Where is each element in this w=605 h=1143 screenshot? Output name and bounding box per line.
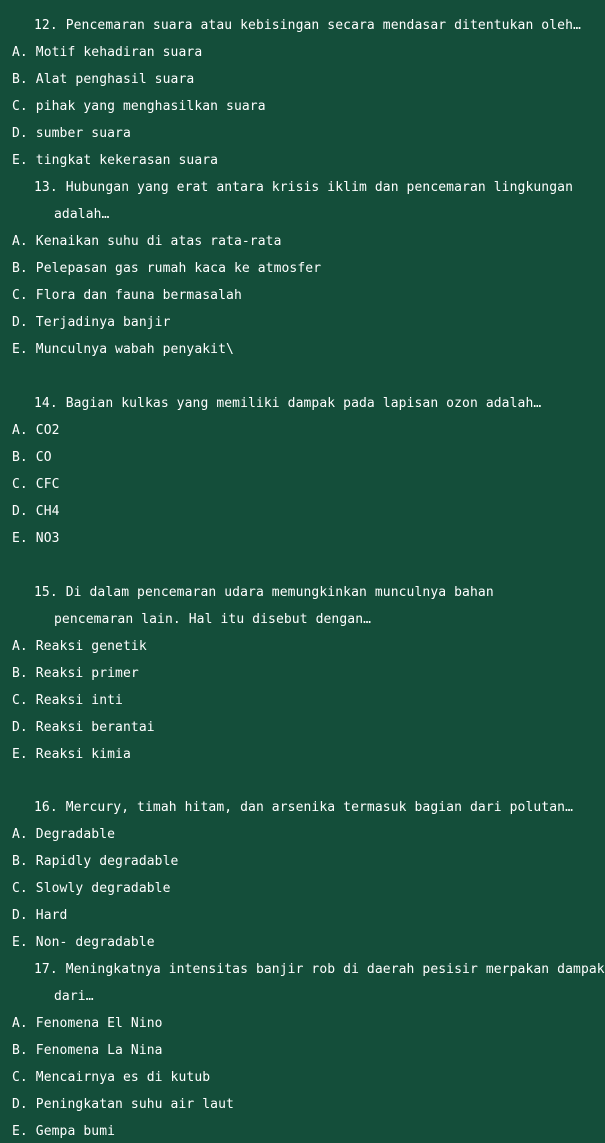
question-13-line-2: adalah… [54, 207, 110, 222]
question-15-line-1: 15. Di dalam pencemaran udara memungkinkan munculnya bahan [34, 585, 494, 600]
question-15-option-c: C. Reaksi inti [12, 693, 123, 708]
question-16-option-a: A. Degradable [12, 827, 116, 842]
question-17-option-b: B. Fenomena La Nina [12, 1043, 163, 1058]
question-16-option-b: B. Rapidly degradable [12, 854, 179, 869]
question-15-line-2: pencemaran lain. Hal itu disebut dengan… [54, 612, 372, 627]
question-17-option-c: C. Mencairnya es di kutub [12, 1070, 211, 1085]
question-17-line-1: 17. Meningkatnya intensitas banjir rob di daerah pesisir merpakan dampak [34, 962, 605, 977]
question-15-option-b: B. Reaksi primer [12, 666, 139, 681]
question-14-option-d: D. CH4 [12, 504, 60, 519]
question-13-option-c: C. Flora dan fauna bermasalah [12, 288, 242, 303]
question-14-option-e: E. NO3 [12, 531, 60, 546]
question-12-line-1: 12. Pencemaran suara atau kebisingan secara mendasar ditentukan oleh… [34, 18, 581, 33]
question-12-option-b: B. Alat penghasil suara [12, 72, 195, 87]
question-14-option-a: A. CO2 [12, 423, 60, 438]
question-12-option-e: E. tingkat kekerasan suara [12, 153, 219, 168]
question-16-line-1: 16. Mercury, timah hitam, dan arsenika termasuk bagian dari polutan… [34, 800, 574, 815]
question-17-line-2: dari… [54, 989, 94, 1004]
question-14-option-c: C. CFC [12, 477, 60, 492]
question-17-option-d: D. Peningkatan suhu air laut [12, 1097, 234, 1112]
question-13-option-a: A. Kenaikan suhu di atas rata-rata [12, 234, 282, 249]
question-16-option-d: D. Hard [12, 908, 68, 923]
question-17-option-e: E. Gempa bumi [12, 1124, 116, 1139]
question-13-option-b: B. Pelepasan gas rumah kaca ke atmosfer [12, 261, 322, 276]
question-13-option-d: D. Terjadinya banjir [12, 315, 171, 330]
question-13-option-e: E. Munculnya wabah penyakit\ [12, 342, 234, 357]
question-12-option-c: C. pihak yang menghasilkan suara [12, 99, 266, 114]
question-12-option-a: A. Motif kehadiran suara [12, 45, 203, 60]
question-16-option-e: E. Non- degradable [12, 935, 155, 950]
question-14-option-b: B. CO [12, 450, 52, 465]
question-15-option-a: A. Reaksi genetik [12, 639, 147, 654]
question-17-option-a: A. Fenomena El Nino [12, 1016, 163, 1031]
question-15-option-e: E. Reaksi kimia [12, 747, 131, 762]
question-12-option-d: D. sumber suara [12, 126, 131, 141]
question-14-line-1: 14. Bagian kulkas yang memiliki dampak pada lapisan ozon adalah… [34, 396, 542, 411]
question-15-option-d: D. Reaksi berantai [12, 720, 155, 735]
question-16-option-c: C. Slowly degradable [12, 881, 171, 896]
question-13-line-1: 13. Hubungan yang erat antara krisis iklim dan pencemaran lingkungan [34, 180, 574, 195]
